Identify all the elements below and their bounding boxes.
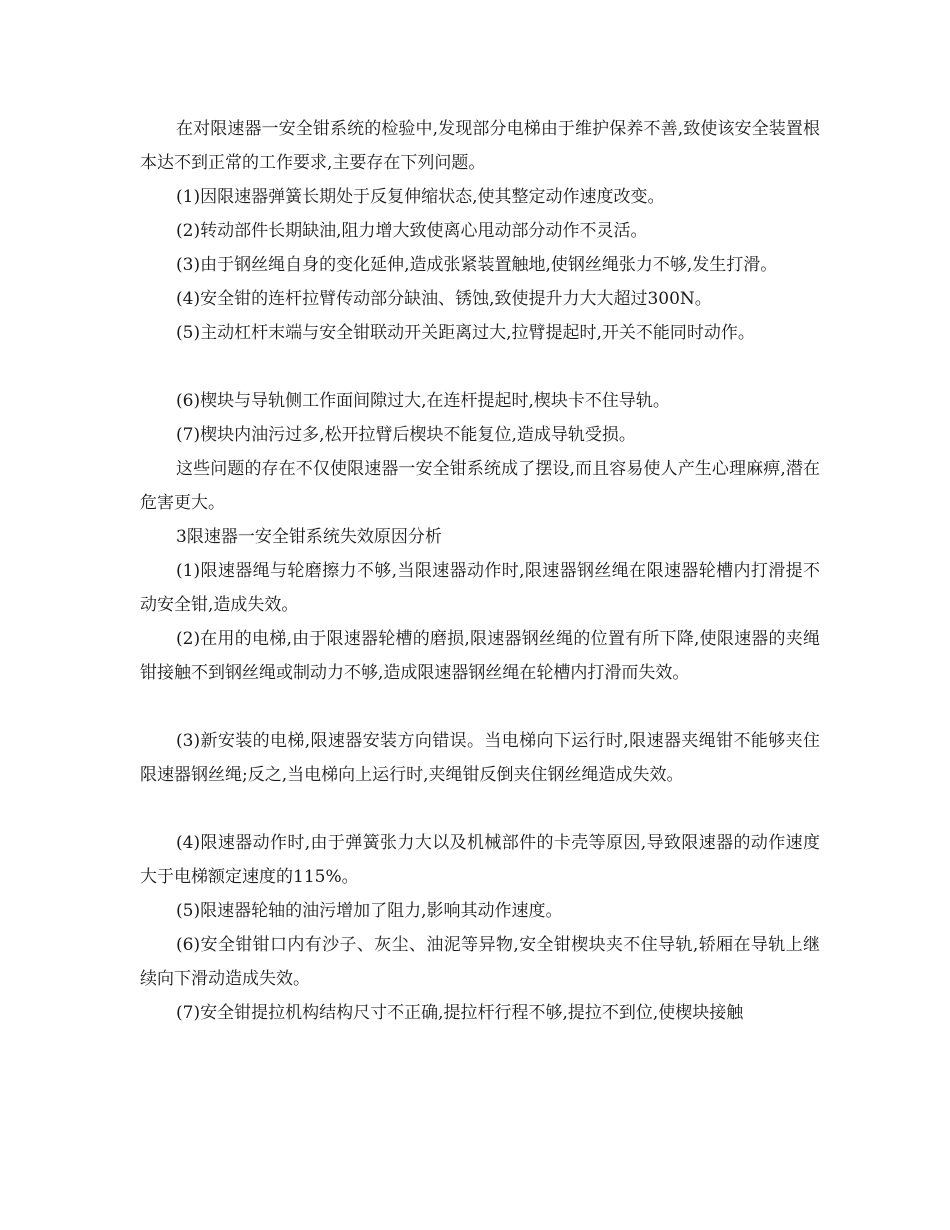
paragraph-problem-4: (4)安全钳的连杆拉臂传动部分缺油、锈蚀,致使提升力大大超过300N。 (176, 289, 712, 309)
paragraph-cause-4: (4)限速器动作时,由于弹簧张力大以及机械部件的卡壳等原因,导致限速器的动作速度大于电梯额定速度的115%。 (140, 833, 820, 887)
paragraph-gap (140, 792, 820, 826)
paragraph-problem-2: (2)转动部件长期缺油,阻力增大致使离心甩动部分动作不灵活。 (176, 221, 648, 241)
paragraph-intro: 在对限速器一安全钳系统的检验中,发现部分电梯由于维护保养不善,致使该安全装置根本达不到正常的工作要求,主要存在下列问题。 (140, 119, 820, 173)
paragraph-problem-7: (7)楔块内油污过多,松开拉臂后楔块不能复位,造成导轨受损。 (176, 425, 636, 445)
paragraph-cause-3: (3)新安装的电梯,限速器安装方向错误。当电梯向下运行时,限速器夹绳钳不能够夹住限速器钢丝绳;反之,当电梯向上运行时,夹绳钳反倒夹住钢丝绳造成失效。 (140, 731, 820, 785)
paragraph-summary: 这些问题的存在不仅使限速器一安全钳系统成了摆设,而且容易使人产生心理麻痹,潜在危害更大。 (140, 459, 820, 513)
paragraph-cause-7: (7)安全钳提拉机构结构尺寸不正确,提拉杆行程不够,提拉不到位,使楔块接触 (176, 1003, 744, 1023)
paragraph-problem-3: (3)由于钢丝绳自身的变化延伸,造成张紧装置触地,使钢丝绳张力不够,发生打滑。 (176, 255, 778, 275)
paragraph-cause-1: (1)限速器绳与轮磨擦力不够,当限速器动作时,限速器钢丝绳在限速器轮槽内打滑提不动安全钳,造成失效。 (140, 561, 820, 615)
section-heading: 3限速器一安全钳系统失效原因分析 (176, 527, 442, 547)
paragraph-gap (140, 350, 820, 384)
paragraph-problem-5: (5)主动杠杆末端与安全钳联动开关距离过大,拉臂提起时,开关不能同时动作。 (176, 323, 755, 343)
paragraph-gap (140, 690, 820, 724)
paragraph-cause-2: (2)在用的电梯,由于限速器轮槽的磨损,限速器钢丝绳的位置有所下降,使限速器的夹绳钳接触不到钢丝绳或制动力不够,造成限速器钢丝绳在轮槽内打滑而失效。 (140, 629, 820, 683)
paragraph-problem-1: (1)因限速器弹簧长期处于反复伸缩状态,使其整定动作速度改变。 (176, 187, 665, 207)
document-body (140, 112, 820, 1030)
paragraph-cause-5: (5)限速器轮轴的油污增加了阻力,影响其动作速度。 (176, 901, 563, 921)
paragraph-cause-6: (6)安全钳钳口内有沙子、灰尘、油泥等异物,安全钳楔块夹不住导轨,轿厢在导轨上继续向下滑动造成失效。 (140, 935, 820, 989)
paragraph-problem-6: (6)楔块与导轨侧工作面间隙过大,在连杆提起时,楔块卡不住导轨。 (176, 391, 670, 411)
